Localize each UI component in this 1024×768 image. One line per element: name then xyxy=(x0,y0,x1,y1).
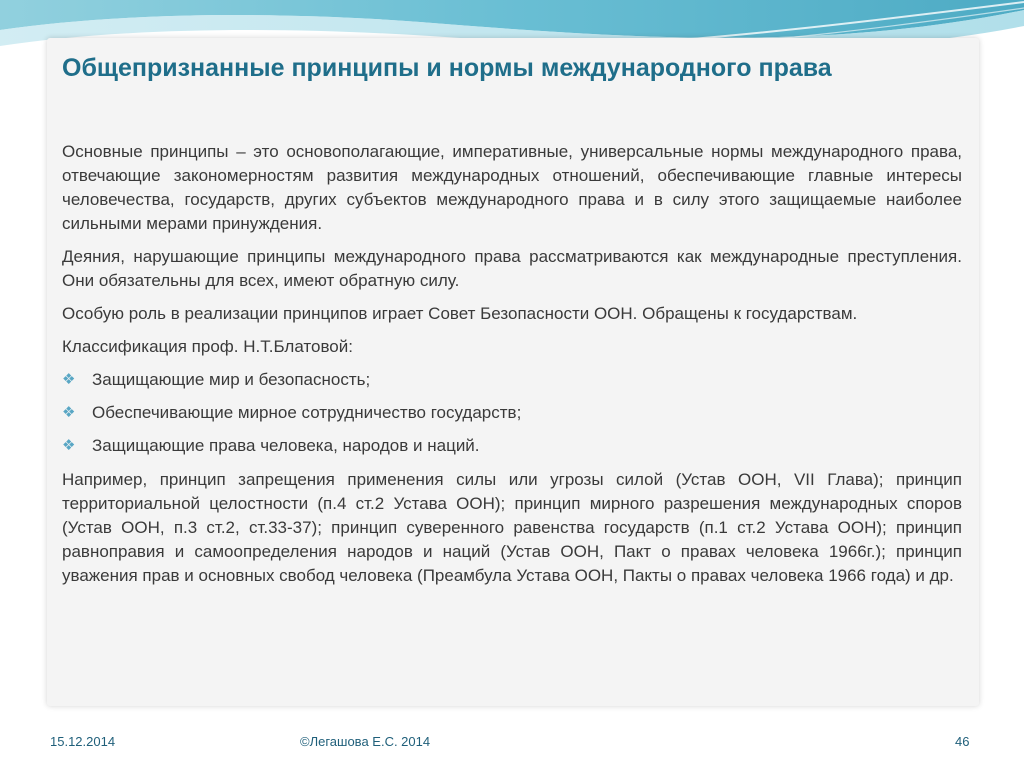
footer-author: ©Легашова Е.С. 2014 xyxy=(300,734,431,749)
list-item-text: Защищающие мир и безопасность; xyxy=(92,370,371,389)
paragraph-violations: Деяния, нарушающие принципы международного права рассматриваются как международные преступления. Они обязательны для всех, имеют обратную силу. xyxy=(62,247,962,290)
paragraph-classification: Классификация проф. Н.Т.Блатовой: xyxy=(62,337,353,356)
paragraph-definition: Основные принципы – это основополагающие, императивные, универсальные нормы международного права, отвечающие закономерностям развития международных отношений, обеспечивающие главные интересы человечества, государств, других субъектов международного права и в силу этого защищаемые наиболее сильными мерами принуждения. xyxy=(62,142,962,233)
paragraph-security-council: Особую роль в реализации принципов играет Совет Безопасности ООН. Обращены к государствам. xyxy=(62,304,858,323)
slide-title: Общепризнанные принципы и нормы международного права xyxy=(62,54,832,82)
footer-date: 15.12.2014 xyxy=(50,734,116,749)
paragraph-examples: Например, принцип запрещения применения силы или угрозы силой (Устав ООН, VII Глава); принцип территориальной целостности (п.4 ст.2 Устава ООН); принцип мирного разрешения международных споров (Устав ООН, п.3 ст.2, ст.33-37); принцип суверенного равенства государств (п.1 ст.2 Устава ООН); принцип равноправия и самоопределения народов и наций (Устав ООН, Пакт о правах человека 1966г.); принцип уважения прав и основных свобод человека (Преамбула Устава ООН, Пакты о правах человека 1966 года) и др. xyxy=(62,470,962,585)
classification-list xyxy=(62,368,962,458)
list-item-text: Обеспечивающие мирное сотрудничество государств; xyxy=(92,403,522,422)
diamond-cluster-icon: ❖ xyxy=(62,404,76,421)
list-item xyxy=(62,434,962,458)
list-item-text: Защищающие права человека, народов и наций. xyxy=(92,436,480,455)
diamond-cluster-icon: ❖ xyxy=(62,437,76,454)
slide-body xyxy=(62,140,962,597)
diamond-cluster-icon: ❖ xyxy=(62,371,76,388)
page-number: 46 xyxy=(955,734,970,749)
list-item xyxy=(62,401,962,425)
list-item xyxy=(62,368,962,392)
